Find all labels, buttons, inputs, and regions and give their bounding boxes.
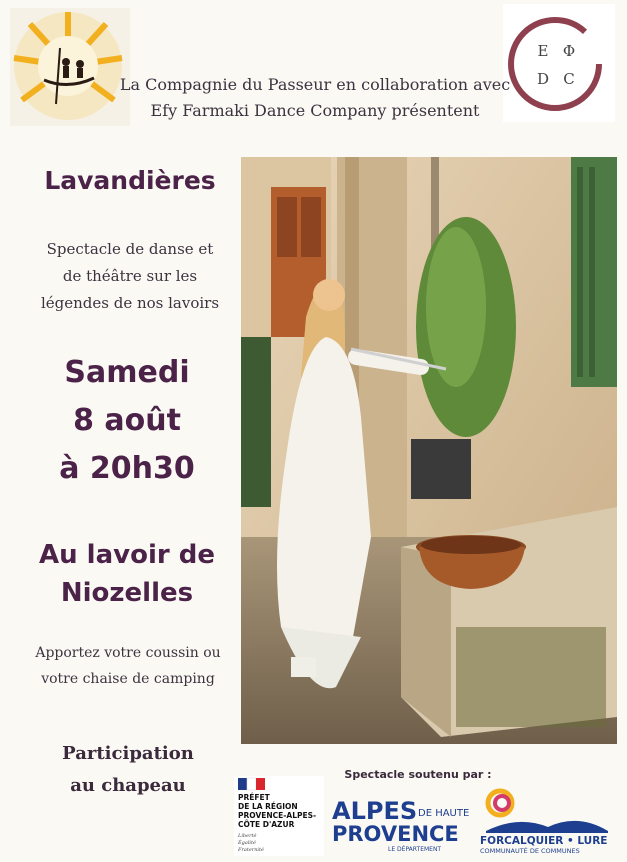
sponsor-label: Spectacle soutenu par : — [344, 768, 492, 781]
participation-line: Participation — [62, 743, 194, 764]
date-line: Samedi — [64, 355, 190, 390]
provence-word: PROVENCE — [332, 822, 459, 846]
prefet-motto: Fraternité — [238, 847, 264, 853]
participation-note — [18, 738, 238, 802]
show-title: Lavandières — [44, 166, 216, 195]
prefet-line: PROVENCE-ALPES- — [238, 811, 317, 820]
forcal-name: FORCALQUIER • LURE — [480, 835, 608, 847]
intro-line-1: La Compagnie du Passeur en collaboration avec — [119, 75, 511, 94]
prefet-line: CÔTE D'AZUR — [238, 820, 295, 829]
alpes-haute-provence-logo — [330, 795, 475, 855]
forcalquier-lure-logo — [478, 787, 610, 855]
alpes-departement: LE DÉPARTEMENT — [388, 846, 442, 853]
prefet-line: DE LA RÉGION — [238, 802, 298, 811]
date-line: 8 août — [73, 403, 181, 438]
intro-line-2: Efy Farmaki Dance Company présentent — [150, 101, 480, 120]
place-line: Niozelles — [60, 578, 194, 608]
prefet-motto: Liberté — [238, 833, 257, 839]
efdc-letter-c: C — [563, 70, 575, 88]
efdc-letter-e: Ε — [537, 42, 549, 60]
prefet-motto: Égalité — [238, 840, 256, 846]
subtitle-line: de théâtre sur les — [62, 267, 198, 285]
date-line: à 20h30 — [59, 451, 195, 486]
efdc-letter-d: D — [536, 70, 550, 88]
prefet-line: PRÉFET — [238, 793, 270, 802]
alpes-word: ALPES — [332, 797, 418, 825]
bring-line: votre chaise de camping — [41, 671, 215, 687]
subtitle-line: Spectacle de danse et — [46, 240, 214, 258]
bring-note — [18, 640, 238, 692]
intro-text — [110, 72, 520, 124]
subtitle-line: légendes de nos lavoirs — [40, 294, 220, 312]
flutist-at-lavoir-photo — [241, 157, 617, 744]
event-date — [22, 349, 232, 493]
alpes-de-haute: DE HAUTE — [418, 808, 470, 819]
participation-line: au chapeau — [70, 775, 186, 796]
place-line: Au lavoir de — [39, 540, 215, 570]
bring-line: Apportez votre coussin ou — [35, 645, 221, 661]
prefet-region-logo — [234, 776, 324, 856]
efdc-letter-phi: Φ — [562, 42, 576, 60]
show-subtitle — [25, 236, 235, 317]
forcal-sub: COMMUNAUTÉ DE COMMUNES — [480, 847, 580, 855]
event-place — [22, 536, 232, 612]
